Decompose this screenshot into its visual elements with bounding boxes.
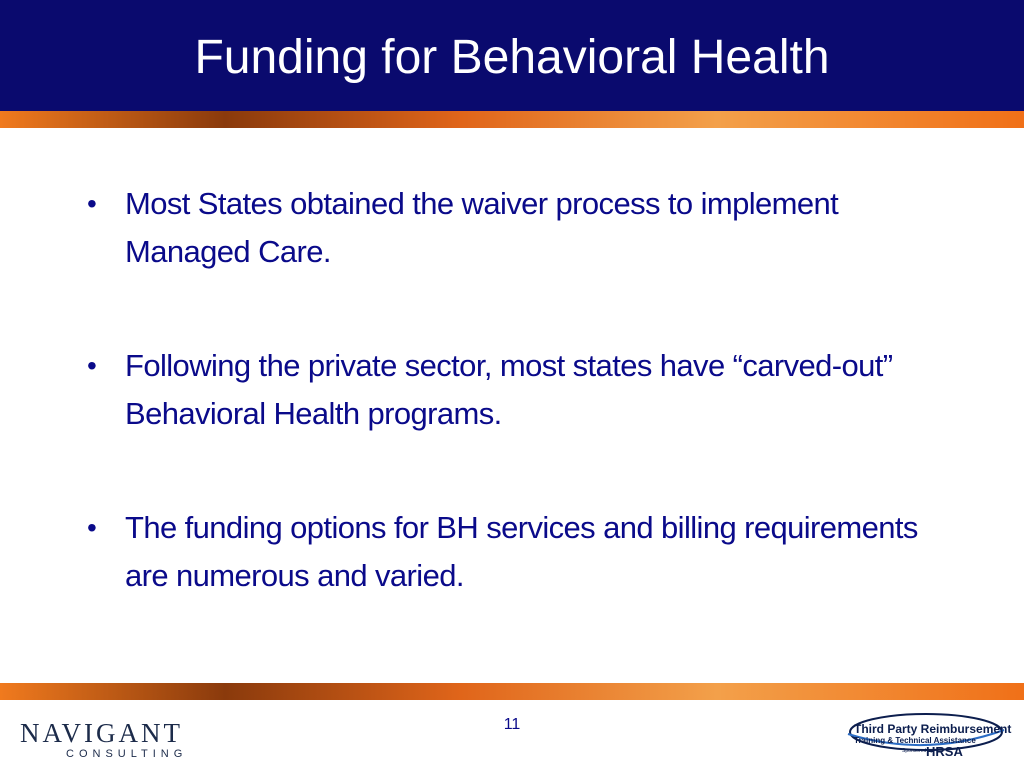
bullet-text: Most States obtained the waiver process to implement Managed Care.	[125, 186, 839, 269]
tpr-logo-subtitle: Training & Technical Assistance	[854, 736, 976, 745]
bullet-item	[85, 342, 945, 438]
bullet-dot-icon: •	[87, 512, 97, 543]
navigant-logo-sub: CONSULTING	[66, 748, 188, 760]
bullet-dot-icon: •	[87, 350, 97, 381]
bottom-accent-stripe	[0, 683, 1024, 700]
page-number: 11	[503, 716, 521, 733]
bullet-dot-icon: •	[87, 188, 97, 219]
bullet-item	[85, 504, 945, 600]
tpr-logo-sponsor: Sponsored by	[902, 748, 933, 754]
title-bar	[0, 0, 1024, 111]
bullet-item	[85, 180, 945, 276]
bullet-text: The funding options for BH services and billing requirements are numerous and varied.	[125, 510, 918, 593]
slide-title: Funding for Behavioral Health	[194, 31, 830, 84]
bullet-list	[85, 180, 945, 666]
top-accent-stripe	[0, 111, 1024, 128]
tpr-logo-title: Third Party Reimbursement	[854, 722, 1012, 736]
navigant-logo	[20, 718, 188, 762]
hrsa-logo: HRSA	[926, 744, 963, 759]
bullet-text: Following the private sector, most states have “carved-out” Behavioral Health programs.	[125, 348, 893, 431]
tpr-logo	[846, 706, 1012, 764]
navigant-logo-word: NAVIGANT	[20, 718, 183, 748]
